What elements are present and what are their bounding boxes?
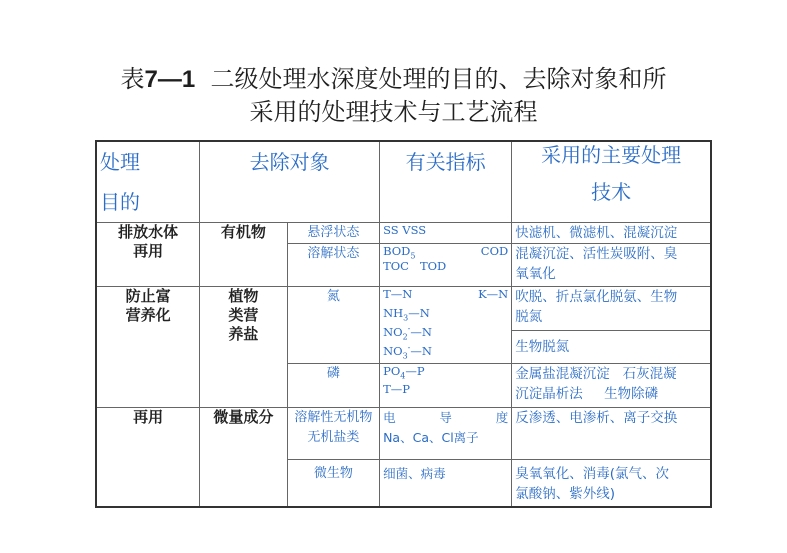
indicator-bacteria: 细菌、病毒 (380, 460, 512, 507)
table-row (96, 287, 711, 331)
table-title (0, 64, 787, 95)
title-line1: 二级处理水深度处理的目的、去除对象和所 (210, 65, 667, 93)
subcategory-organics: 有机物 (200, 223, 287, 287)
indicator-nitrogen: T—N K—N $NH_3—N$ $NO_2^-—N$ $NO_3^-—N$ (380, 287, 512, 364)
indicator-ss: SS VSS (380, 223, 512, 244)
header-row (96, 141, 711, 223)
process-bio-denitrification: 生物脱氮 (512, 331, 711, 364)
object-dissolved: 溶解状态 (287, 244, 380, 287)
header-indicator: 有关指标 (380, 141, 512, 223)
title-number: 7—1 (144, 66, 196, 93)
process-phosphorus-removal: 金属盐混凝沉淀 石灰混凝 沉淀晶析法 生物除磷 (512, 364, 711, 408)
header-process: 采用的主要处理 技术 (512, 141, 711, 223)
header-purpose: 处理 目的 (96, 141, 200, 223)
category-reuse: 再用 (96, 408, 200, 507)
object-nitrogen: 氮 (287, 287, 380, 364)
object-phosphorus: 磷 (287, 364, 380, 408)
table-title-line2: 采用的处理技术与工艺流程 (249, 98, 538, 126)
object-microbes: 微生物 (287, 460, 380, 507)
subcategory-nutrients: 植物 类营 养盐 (200, 287, 287, 408)
process-desalination: 反渗透、电渗析、离子交换 (512, 408, 711, 460)
indicator-phosphorus: $PO_4—P$ T—P (380, 364, 512, 408)
process-disinfection: 臭氧氧化、消毒(氯气、次 氯酸钠、紫外线) (512, 460, 711, 507)
process-filtration: 快滤机、微滤机、混凝沉淀 (512, 223, 711, 244)
subcategory-trace: 微量成分 (200, 408, 287, 507)
process-stripping: 吹脱、折点氯化脱氨、生物 脱氮 (512, 287, 711, 331)
indicator-bod: $BOD_5$ COD TOC TOD (380, 244, 512, 287)
title-prefix: 表 (120, 65, 145, 93)
header-target: 去除对象 (200, 141, 380, 223)
category-eutrophication: 防止富 营养化 (96, 287, 200, 408)
category-discharge-reuse: 排放水体 再用 (96, 223, 200, 287)
treatment-table (95, 140, 712, 508)
table-row (96, 223, 711, 244)
object-inorganic: 溶解性无机物 无机盐类 (287, 408, 380, 460)
indicator-conductivity: 电 导 度 Na、Ca、Cl离子 (380, 408, 512, 460)
process-coagulation: 混凝沉淀、活性炭吸附、臭 氧氧化 (512, 244, 711, 287)
table-row (96, 408, 711, 460)
object-suspended: 悬浮状态 (287, 223, 380, 244)
